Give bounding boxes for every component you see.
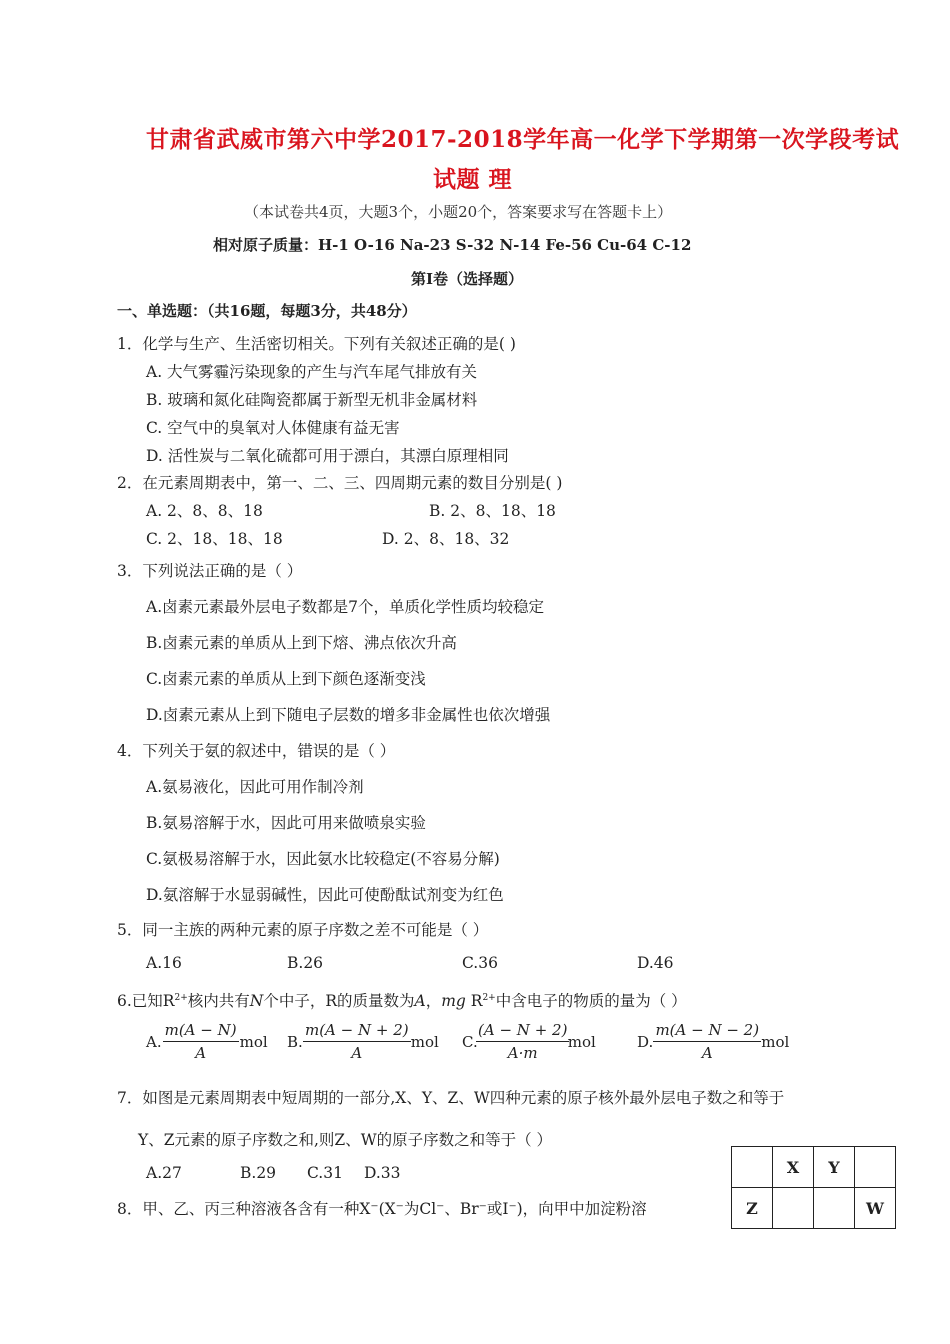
- question-8-stem: 8．甲、乙、丙三种溶液各含有一种X⁻(X⁻为Cl⁻、Br⁻或I⁻)，向甲中加淀粉溶: [117, 1200, 647, 1218]
- denominator: A: [351, 1044, 363, 1062]
- question-2-option-a: A. 2、8、8、18: [146, 502, 263, 520]
- question-4-stem: 4．下列关于氨的叙述中，错误的是（ ）: [117, 742, 396, 760]
- periodic-table-fragment: [731, 1146, 896, 1229]
- question-7-option-b: B.29: [240, 1164, 277, 1182]
- question-5-option-a: A.16: [146, 954, 182, 972]
- q6-stem-part: 中含电子的物质的量为（ ）: [495, 992, 687, 1010]
- question-2-option-c: C. 2、18、18、18: [146, 530, 283, 548]
- table-row: [732, 1147, 896, 1188]
- q6-var-a: A: [414, 992, 426, 1010]
- table-cell: X: [773, 1147, 814, 1188]
- q6-charge-sup: 2+: [482, 992, 496, 1003]
- question-7-stem-line2: Y、Z元素的原子序数之和,则Z、W的原子序数之和等于（ ）: [138, 1131, 553, 1149]
- option-label: D.: [637, 1032, 654, 1051]
- option-label: A.: [146, 1032, 162, 1051]
- question-1-stem: 1．化学与生产、生活密切相关。下列有关叙述正确的是( ): [117, 335, 516, 353]
- question-4-option-c: C.氨极易溶解于水，因此氨水比较稳定(不容易分解): [146, 850, 500, 868]
- question-7-option-d: D.33: [364, 1164, 401, 1182]
- fraction: [303, 1021, 411, 1062]
- table-row: [732, 1188, 896, 1229]
- question-7-option-a: A.27: [146, 1164, 182, 1182]
- question-1-option-d: D. 活性炭与二氧化硫都可用于漂白，其漂白原理相同: [146, 447, 509, 465]
- fraction: [478, 1021, 568, 1062]
- question-1-option-b: B. 玻璃和氮化硅陶瓷都属于新型无机非金属材料: [146, 391, 478, 409]
- question-6-stem: [117, 989, 687, 1011]
- question-5-stem: 5．同一主族的两种元素的原子序数之差不可能是（ ）: [117, 921, 489, 939]
- denominator: A: [701, 1044, 713, 1062]
- section-heading: 一、单选题：（共16题，每题3分，共48分）: [117, 302, 417, 320]
- question-3-stem: 3．下列说法正确的是（ ）: [117, 562, 303, 580]
- question-2-stem: 2．在元素周期表中，第一、二、三、四周期元素的数目分别是( ): [117, 474, 563, 492]
- numerator: m(A − N − 2): [653, 1021, 761, 1042]
- question-7-stem-line1: 7．如图是元素周期表中短周期的一部分,X、Y、Z、W四种元素的原子核外最外层电子数之和等于: [117, 1089, 785, 1107]
- q6-stem-part: R: [465, 992, 483, 1010]
- question-3-option-b: B.卤素元素的单质从上到下熔、沸点依次升高: [146, 634, 457, 652]
- question-5-option-b: B.26: [287, 954, 324, 972]
- table-cell: Z: [732, 1188, 773, 1229]
- question-1-option-c: C. 空气中的臭氧对人体健康有益无害: [146, 419, 400, 437]
- table-cell: [732, 1147, 773, 1188]
- exam-note: （本试卷共4页，大题3个，小题20个，答案要求写在答题卡上）: [244, 203, 673, 221]
- question-2-option-d: D. 2、8、18、32: [382, 530, 510, 548]
- unit: mol: [239, 1032, 268, 1051]
- q6-var-n: N: [249, 992, 264, 1010]
- q6-charge-sup: 2+: [174, 992, 188, 1003]
- q6-stem-part: 6.已知R: [117, 992, 175, 1010]
- question-5-option-d: D.46: [637, 954, 674, 972]
- numerator: m(A − N): [163, 1021, 239, 1042]
- question-6-option-a: [146, 1021, 268, 1062]
- question-4-option-d: D.氨溶解于水显弱碱性，因此可使酚酞试剂变为红色: [146, 886, 504, 904]
- table-cell: [855, 1147, 896, 1188]
- exam-title-line2: 试题 理: [433, 166, 513, 193]
- atomic-mass-line: 相对原子质量：H-1 O-16 Na-23 S-32 N-14 Fe-56 Cu-64 C-12: [213, 236, 692, 254]
- question-3-option-c: C.卤素元素的单质从上到下颜色逐渐变浅: [146, 670, 426, 688]
- question-4-option-b: B.氨易溶解于水，因此可用来做喷泉实验: [146, 814, 426, 832]
- question-3-option-d: D.卤素元素从上到下随电子层数的增多非金属性也依次增强: [146, 706, 551, 724]
- question-6-option-c: [462, 1021, 596, 1062]
- q6-stem-part: ，: [425, 992, 442, 1010]
- exam-title-line1: 甘肃省武威市第六中学2017-2018学年高一化学下学期第一次学段考试: [146, 126, 900, 153]
- fraction: [162, 1021, 240, 1062]
- question-6-option-b: [287, 1021, 439, 1062]
- denominator: A·m: [507, 1044, 538, 1062]
- question-1-option-a: A. 大气雾霾污染现象的产生与汽车尾气排放有关: [146, 363, 478, 381]
- table-cell: W: [855, 1188, 896, 1229]
- question-3-option-a: A.卤素元素最外层电子数都是7个，单质化学性质均较稳定: [146, 598, 544, 616]
- table-cell: [773, 1188, 814, 1229]
- question-5-option-c: C.36: [462, 954, 498, 972]
- numerator: (A − N + 2): [476, 1021, 569, 1042]
- question-4-option-a: A.氨易液化，因此可用作制冷剂: [146, 778, 364, 796]
- numerator: m(A − N + 2): [303, 1021, 411, 1042]
- q6-stem-part: 个中子，R的质量数为: [263, 992, 415, 1010]
- question-6-option-d: [637, 1021, 789, 1062]
- unit: mol: [410, 1032, 439, 1051]
- table-cell: Y: [814, 1147, 855, 1188]
- question-7-option-c: C.31: [307, 1164, 343, 1182]
- q6-var-mg: mg: [441, 992, 466, 1010]
- q6-stem-part: 核内共有: [187, 992, 250, 1010]
- unit: mol: [567, 1032, 596, 1051]
- table-cell: [814, 1188, 855, 1229]
- question-2-option-b: B. 2、8、18、18: [429, 502, 556, 520]
- option-label: C.: [462, 1032, 478, 1051]
- denominator: A: [195, 1044, 207, 1062]
- unit: mol: [761, 1032, 790, 1051]
- fraction: [653, 1021, 761, 1062]
- volume-heading: 第Ⅰ卷（选择题）: [411, 270, 524, 288]
- option-label: B.: [287, 1032, 303, 1051]
